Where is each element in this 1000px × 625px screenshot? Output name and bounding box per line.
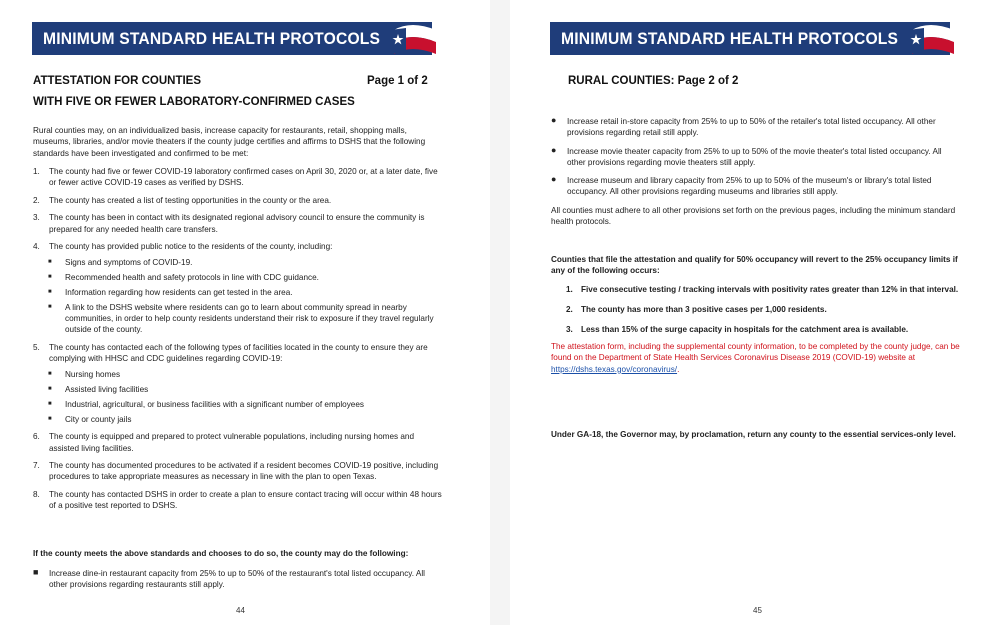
sub-list-item: ■ A link to the DSHS website where residents can go to learn about community spread in nearby communities, in order to help county residents understand their risk to exposure if they travel regularly outside of the county.: [48, 302, 434, 335]
capacity-bullets: [551, 116, 961, 205]
list-item: 6. The county is equipped and prepared to protect vulnerable populations, including nursing homes and assisted living facilities.: [33, 432, 415, 453]
document-page-45: [510, 0, 1000, 625]
page-label: Page 1 of 2: [367, 75, 428, 87]
list-item: 3. Less than 15% of the surge capacity in hospitals for the catchment area is available.: [566, 324, 909, 334]
sub-list-item: ■ Recommended health and safety protocols in line with CDC guidance.: [48, 273, 319, 283]
texas-flag-icon: [902, 18, 956, 58]
sub-list-item: ■ Information regarding how residents can get tested in the area.: [48, 287, 293, 297]
attestation-note: The attestation form, including the supplemental county information, to be completed by the county judge, can be found on the Department of State Health Services Coronavirus Disease 2019 (COVID-19) website at https://dshs.texas.gov/coronavirus/.: [551, 342, 960, 374]
ga18-paragraph: Under GA-18, the Governor may, by proclamation, return any county to the essential services-only level.: [551, 430, 956, 439]
banner-title: MINIMUM STANDARD HEALTH PROTOCOLS: [561, 28, 899, 48]
header-banner: [32, 22, 432, 55]
conditions-list: [551, 284, 966, 335]
page-title: RURAL COUNTIES: Page 2 of 2: [568, 75, 739, 87]
list-item: 7. The county has documented procedures to be activated if a resident becomes COVID-19 positive, including procedures to take appropriate measures as necessary in line with the plan to open Texas.: [33, 461, 439, 482]
header-banner: [550, 22, 950, 55]
page-subtitle: WITH FIVE OR FEWER LABORATORY-CONFIRMED CASES: [33, 96, 355, 108]
sub-list-item: ■ City or county jails: [48, 414, 132, 424]
intro-paragraph: Rural counties may, on an individualized basis, increase capacity for restaurants, retail, shopping malls, museums, libraries, and/or movie theaters if the county judge certifies and affirms to DSHS that the following standards have been investigated and confirmed to be met:: [33, 126, 426, 158]
list-item: 1. The county had five or fewer COVID-19 laboratory confirmed cases on April 30, 2020 or, at a later date, five or fewer active COVID-19 cases as verified by DSHS.: [33, 167, 438, 188]
adhere-paragraph: All counties must adhere to all other provisions set forth on the previous pages, including the minimum standard health protocols.: [551, 206, 956, 227]
conclusion-heading: If the county meets the above standards and chooses to do so, the county may do the following:: [33, 549, 409, 558]
sub-list-item: ■ Industrial, agricultural, or business facilities with a significant number of employees: [48, 400, 364, 409]
list-item: 5. The county has contacted each of the following types of facilities located in the county to ensure they are complying with HHSC and CDC guidelines regarding COVID-19:: [33, 342, 428, 364]
sub-list-item: ■ Nursing homes: [48, 370, 121, 380]
list-item: 2. The county has more than 3 positive cases per 1,000 residents.: [566, 304, 827, 314]
list-item: 1. Five consecutive testing / tracking intervals with positivity rates greater than 12% in that interval.: [566, 285, 959, 294]
list-item: 3. The county has been in contact with its designated regional advisory council to ensure the community is prepared for any needed health care transfers.: [33, 213, 425, 234]
page-title: ATTESTATION FOR COUNTIES: [33, 75, 202, 87]
revert-heading: Counties that file the attestation and qualify for 50% occupancy will revert to the 25% occupancy limits if any of the following occurs:: [551, 255, 958, 276]
conclusion-bullet: ■ Increase dine-in restaurant capacity from 25% to up to 50% of the restaurant's total listed occupancy. All other provisions regarding restaurants still apply.: [33, 567, 425, 590]
sub-list-item: ■ Signs and symptoms of COVID-19.: [48, 258, 193, 268]
document-page-44: [0, 0, 490, 625]
list-item: 4. The county has provided public notice to the residents of the county, including:: [33, 242, 333, 252]
texas-flag-icon: [384, 18, 438, 58]
page-gutter: [490, 0, 510, 625]
standards-list: [33, 166, 443, 518]
page-number: 44: [236, 606, 245, 615]
page-number: 45: [753, 606, 762, 615]
list-item: 2. The county has created a list of testing opportunities in the county or the area.: [33, 195, 332, 205]
list-item: ● Increase retail in-store capacity from 25% to up to 50% of the retailer's total listed occupancy. All other provisions regarding retail still apply.: [551, 115, 936, 138]
banner-title: MINIMUM STANDARD HEALTH PROTOCOLS: [43, 28, 381, 48]
list-item: ● Increase museum and library capacity from 25% to up to 50% of the museum's or library's total listed occupancy. All other provisions regarding museums and libraries still apply.: [551, 174, 932, 197]
sub-list-item: ■ Assisted living facilities: [48, 385, 149, 395]
dshs-coronavirus-link[interactable]: https://dshs.texas.gov/coronavirus/: [551, 364, 678, 374]
list-item: 8. The county has contacted DSHS in order to create a plan to ensure contact tracing will occur within 48 hours of a positive test reported to DSHS.: [33, 489, 442, 511]
list-item: ● Increase movie theater capacity from 25% to up to 50% of the movie theater's total listed occupancy. All other provisions regarding movie theaters still apply.: [551, 144, 942, 167]
